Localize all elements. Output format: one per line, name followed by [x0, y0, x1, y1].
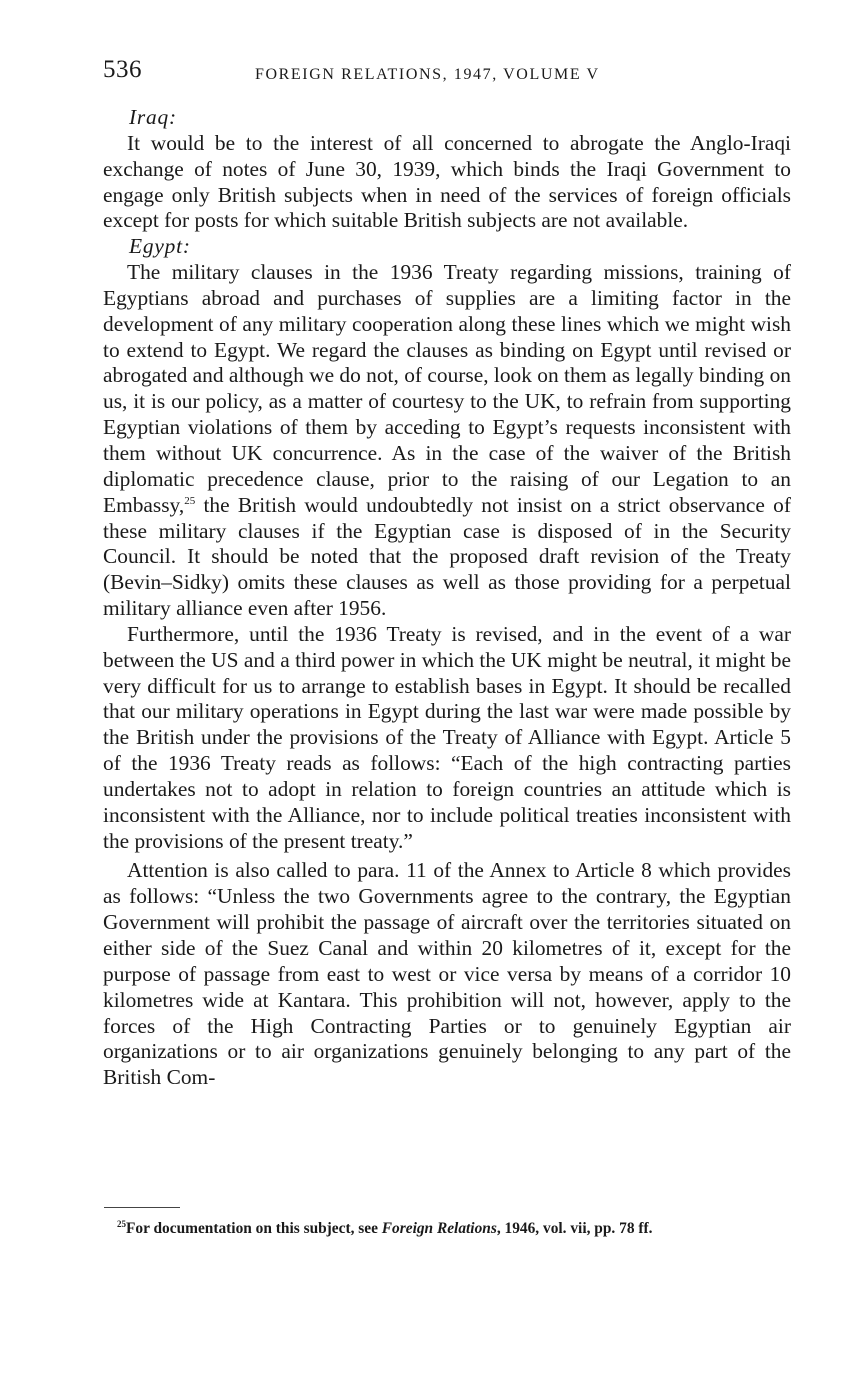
footnote-text-before: For documentation on this subject, see [126, 1220, 382, 1237]
egypt-paragraph-1 [103, 260, 791, 622]
iraq-paragraph: It would be to the interest of all concerned to abrogate the Anglo-Iraqi exchange of notes of June 30, 1939, which binds the Iraqi Government to engage only British subjects when in need of the services of foreign officials except for posts for which suitable British subjects are not available. [103, 130, 791, 233]
page-header [103, 56, 791, 96]
egypt-heading: Egypt: [129, 234, 191, 259]
body-text [103, 105, 791, 1091]
footnote-divider [104, 1207, 180, 1208]
egypt-paragraph-2: Furthermore, until the 1936 Treaty is revised, and in the event of a war between the US and a third power in which the UK might be neutral, it might be very difficult for us to arrange to establish bases in Egypt. It should be recalled that our military operations in Egypt during the last war were made possible by the British under the provisions of the Treaty of Alliance with Egypt. Article 5 of the 1936 Treaty reads as follows: “Each of the high contracting parties undertakes not to adopt in relation to foreign countries an attitude which is inconsistent with the Alliance, nor to include political treaties inconsistent with the provisions of the present treaty.” [103, 621, 791, 853]
egypt-paragraph-1-part-b: the British would undoubtedly not insist on a strict observance of these military clauses if the Egyptian case is disposed of in the Security Council. It should be noted that the proposed draft revision of the Treaty (Bevin–Sidky) omits these clauses as well as those providing for a perpetual military alliance even after 1956. [103, 492, 791, 621]
footnote-reference: 25 [184, 494, 196, 507]
iraq-heading: Iraq: [129, 105, 177, 129]
footnote-text-after: , 1946, vol. vii, pp. 78 ff. [496, 1220, 653, 1237]
footnote [103, 1219, 791, 1238]
egypt-paragraph-1-part-a: The military clauses in the 1936 Treaty regarding missions, training of Egyptians abroad and purchases of supplies are a limiting factor in the development of any military cooperation along these lines which we might wish to extend to Egypt. We regard the clauses as binding on Egypt until revised or abrogated and although we do not, of course, look on them as legally binding on us, it is our policy, as a matter of courtesy to the UK, to refrain from supporting Egyptian violations of them by acceding to Egypt’s requests inconsistent with them without UK concurrence. As in the case of the waiver of the British diplomatic precedence clause, prior to the raising of our Legation to an Embassy, [103, 260, 791, 517]
page-number: 536 [103, 56, 142, 83]
running-head: FOREIGN RELATIONS, 1947, VOLUME V [255, 66, 600, 83]
footnote-mark: 25 [117, 1218, 126, 1229]
footnote-title: Foreign Relations [381, 1220, 497, 1237]
egypt-paragraph-3: Attention is also called to para. 11 of the Annex to Article 8 which provides as follows: “Unless the two Governments agree to the contrary, the Egyptian Government will prohibit the passage of aircraft over the territories situated on either side of the Suez Canal and within 20 kilometres of it, except for the purpose of passage from east to west or vice versa by means of a corridor 10 kilometres wide at Kantara. This prohibition will not, however, apply to the forces of the High Contracting Parties or to genuinely Egyptian air organizations or to air organizations genuinely belonging to any part of the British Com- [103, 858, 791, 1090]
